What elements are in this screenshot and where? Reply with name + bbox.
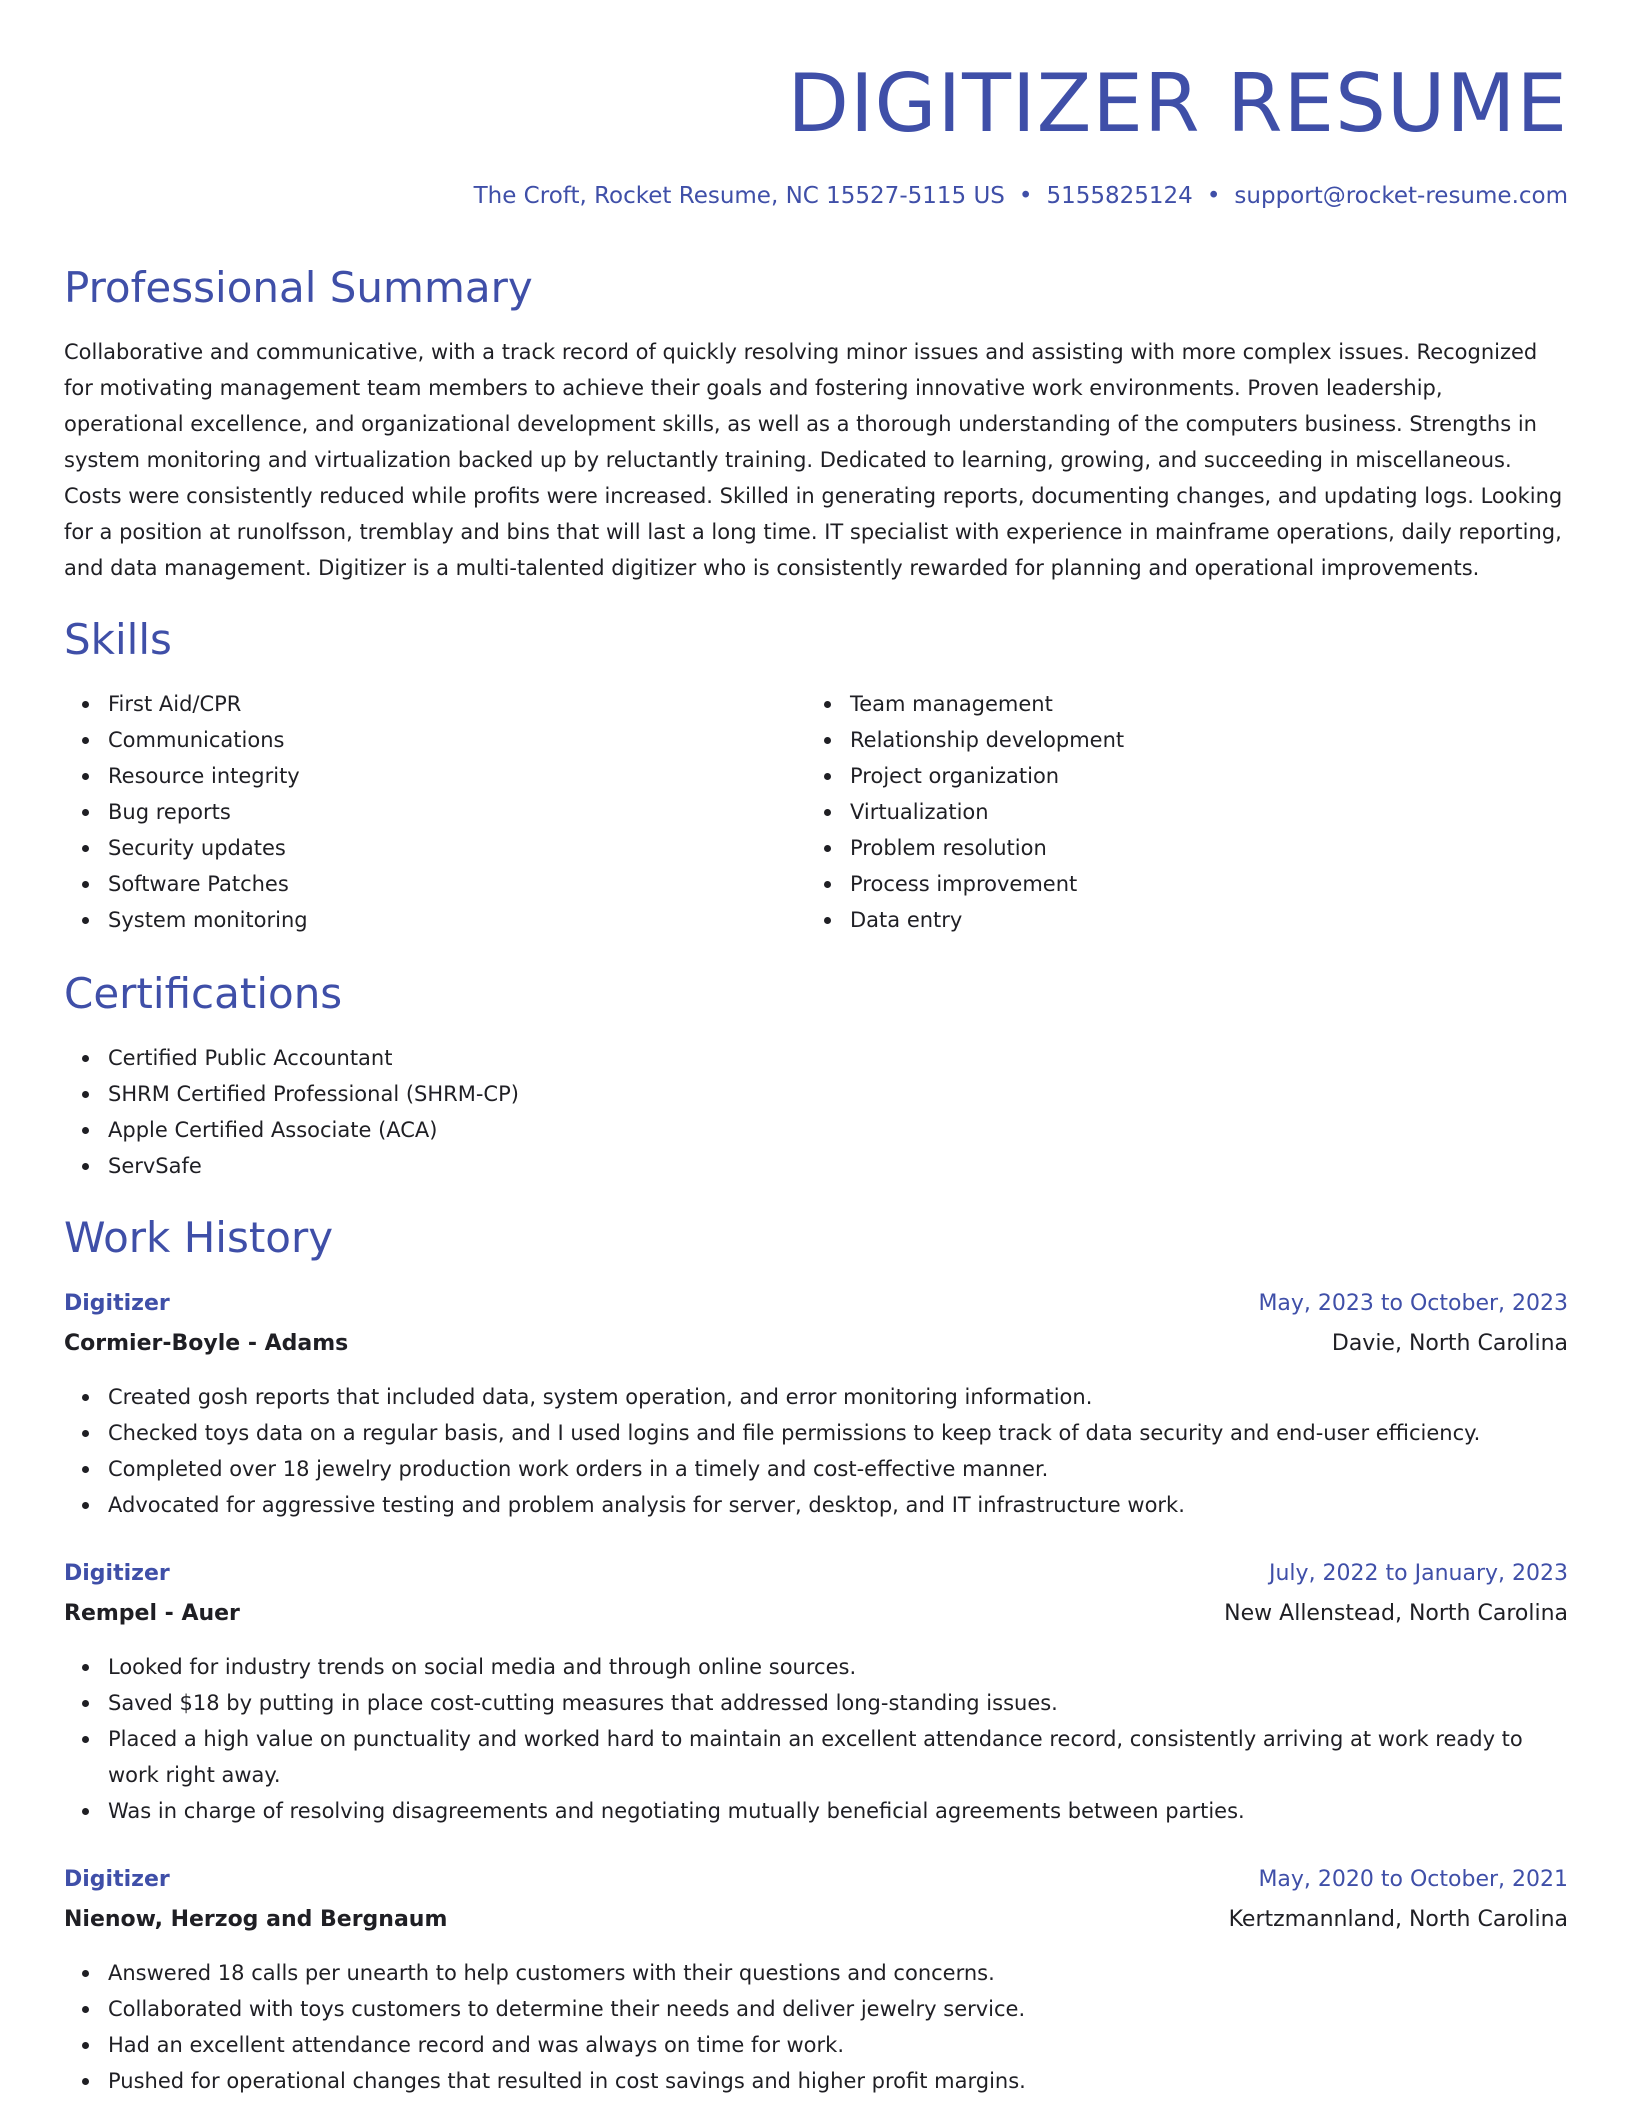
job-dates: July, 2022 to January, 2023 — [1269, 1561, 1568, 1586]
skill-item: Virtualization — [806, 794, 1124, 830]
contact-email[interactable]: support@rocket-resume.com — [1234, 183, 1568, 209]
skill-item: Security updates — [64, 830, 308, 866]
job-bullet: Collaborated with toys customers to determine their needs and deliver jewelry service. — [64, 1991, 1568, 2027]
job-bullet: Completed over 18 jewelry production work orders in a timely and cost-effective manner. — [64, 1451, 1568, 1487]
job-bullet: Placed a high value on punctuality and worked hard to maintain an excellent attendance record, consistently arriving at work ready to work right away. — [64, 1721, 1568, 1793]
skill-item: Process improvement — [806, 866, 1124, 902]
skill-item: Project organization — [806, 758, 1124, 794]
job-title: Digitizer — [64, 1561, 170, 1586]
skills-heading: Skills — [64, 615, 172, 664]
job-title: Digitizer — [64, 1291, 170, 1316]
summary-text: Collaborative and communicative, with a track record of quickly resolving minor issues and assisting with more complex issues. Recognized for motivating management team members to achieve their goals and fostering innovative work environments. Proven leadership, operational excellence, and organizational development skills, as well as a thorough understanding of the computers business. Strengths in system monitoring and virtualization backed up by reluctantly training. Dedicated to learning, growing, and succeeding in miscellaneous. Costs were consistently reduced while profits were increased. Skilled in generating reports, documenting changes, and updating logs. Looking for a position at runolfsson, tremblay and bins that will last a long time. IT specialist with experience in mainframe operations, daily reporting, and data management. Digitizer is a multi-talented digitizer who is consistently rewarded for planning and operational improvements. — [64, 340, 1563, 580]
job-header — [64, 1862, 1568, 1898]
job-bullet: Pushed for operational changes that resulted in cost savings and higher profit margins. — [64, 2063, 1568, 2099]
job-dates: May, 2023 to October, 2023 — [1258, 1291, 1568, 1316]
job-bullet: Advocated for aggressive testing and problem analysis for server, desktop, and IT infrastructure work. — [64, 1487, 1568, 1523]
contact-address: The Croft, Rocket Resume, NC 15527-5115 US — [473, 183, 1005, 209]
job-bullet: Was in charge of resolving disagreements and negotiating mutually beneficial agreements between parties. — [64, 1793, 1568, 1829]
certification-item: SHRM Certified Professional (SHRM-CP) — [64, 1076, 519, 1112]
summary-heading: Professional Summary — [64, 263, 533, 312]
skill-item: Team management — [806, 686, 1124, 722]
job-location: Davie, North Carolina — [1331, 1331, 1568, 1356]
job-employer-row — [64, 1596, 1568, 1632]
job-dates: May, 2020 to October, 2021 — [1258, 1867, 1568, 1892]
work-history-heading: Work History — [64, 1213, 334, 1262]
resume-name: DIGITIZER RESUME — [787, 57, 1568, 150]
job-title: Digitizer — [64, 1867, 170, 1892]
job-company: Nienow, Herzog and Bergnaum — [64, 1907, 448, 1932]
job-location: New Allenstead, North Carolina — [1224, 1601, 1568, 1626]
skill-item: System monitoring — [64, 902, 308, 938]
skill-item: Software Patches — [64, 866, 308, 902]
job-bullets — [64, 1955, 1568, 2099]
job-header — [64, 1556, 1568, 1592]
job-bullet: Had an excellent attendance record and was always on time for work. — [64, 2027, 1568, 2063]
job-bullet: Saved $18 by putting in place cost-cutting measures that addressed long-standing issues. — [64, 1685, 1568, 1721]
job-employer-row — [64, 1902, 1568, 1938]
skill-item: Problem resolution — [806, 830, 1124, 866]
job-company: Cormier-Boyle - Adams — [64, 1331, 349, 1356]
job-bullets — [64, 1379, 1568, 1523]
certification-item: ServSafe — [64, 1148, 519, 1184]
certifications-list — [64, 1040, 519, 1184]
job-bullet: Checked toys data on a regular basis, and I used logins and file permissions to keep track of data security and end-user efficiency. — [64, 1415, 1568, 1451]
job-location: Kertzmannland, North Carolina — [1228, 1907, 1568, 1932]
skill-item: Data entry — [806, 902, 1124, 938]
contact-line — [474, 180, 1568, 212]
skills-list-left — [64, 686, 308, 938]
job-employer-row — [64, 1326, 1568, 1362]
skills-list-right — [806, 686, 1124, 938]
skill-item: Communications — [64, 722, 308, 758]
certification-item: Apple Certified Associate (ACA) — [64, 1112, 519, 1148]
contact-separator: • — [1206, 183, 1221, 209]
job-bullet: Answered 18 calls per unearth to help customers with their questions and concerns. — [64, 1955, 1568, 1991]
certification-item: Certified Public Accountant — [64, 1040, 519, 1076]
contact-phone[interactable]: 5155825124 — [1046, 183, 1193, 209]
job-header — [64, 1286, 1568, 1322]
skill-item: Resource integrity — [64, 758, 308, 794]
skill-item: Bug reports — [64, 794, 308, 830]
job-bullet: Created gosh reports that included data, system operation, and error monitoring information. — [64, 1379, 1568, 1415]
job-bullets — [64, 1649, 1568, 1829]
skill-item: First Aid/CPR — [64, 686, 308, 722]
job-bullet: Looked for industry trends on social media and through online sources. — [64, 1649, 1568, 1685]
contact-separator: • — [1018, 183, 1033, 209]
job-company: Rempel - Auer — [64, 1601, 240, 1626]
certifications-heading: Certifications — [64, 969, 343, 1018]
skill-item: Relationship development — [806, 722, 1124, 758]
